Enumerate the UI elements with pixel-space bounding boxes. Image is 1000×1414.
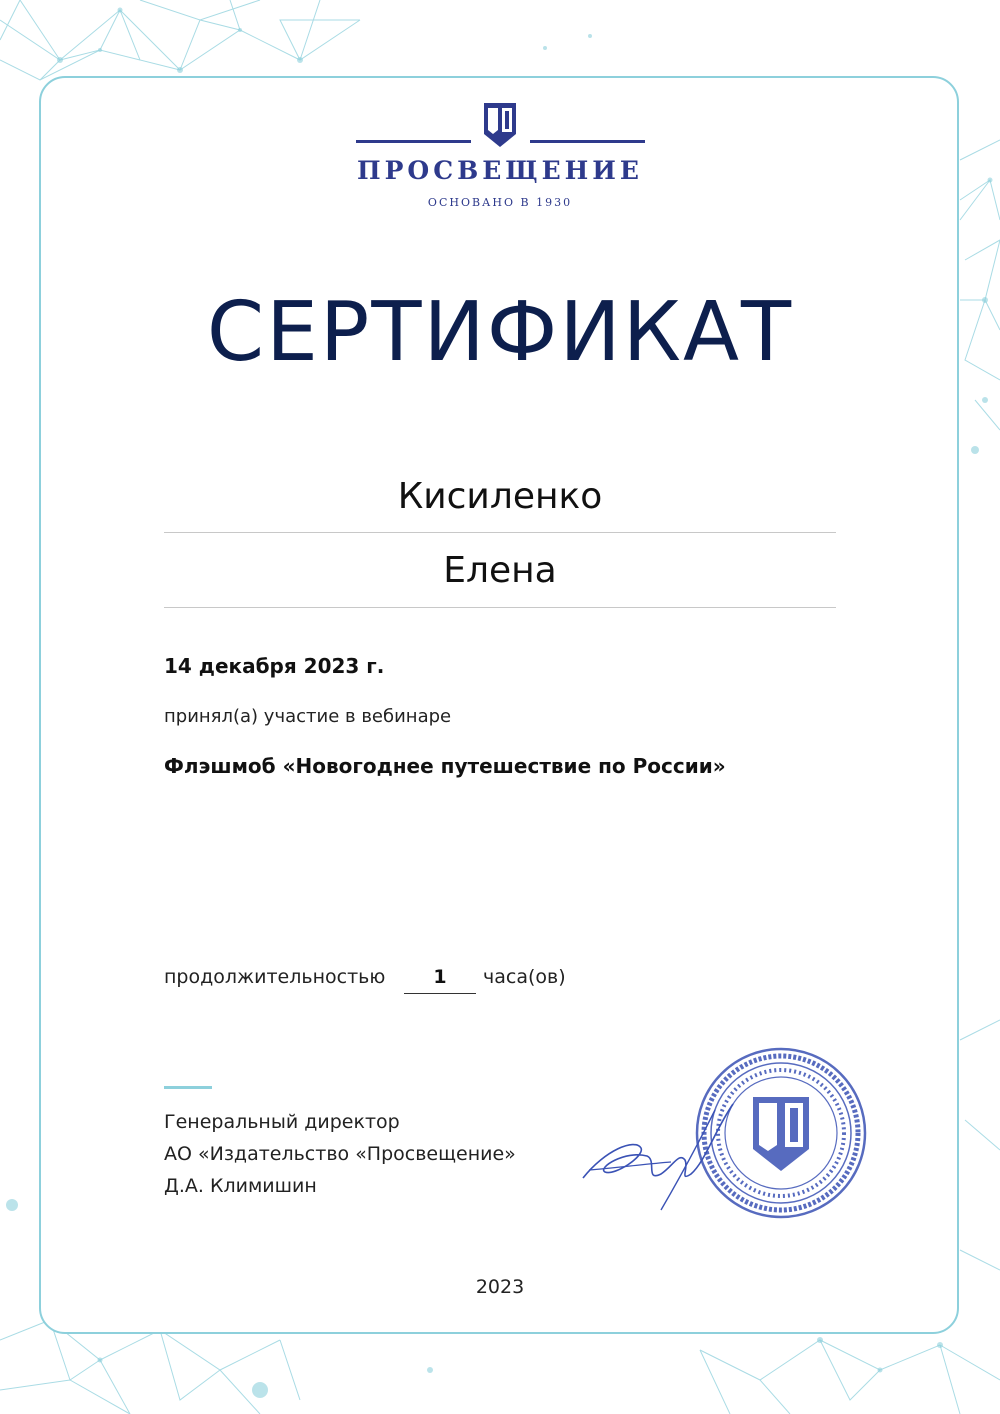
- duration-label: продолжительностью: [164, 966, 386, 988]
- participation-text: принял(а) участие в вебинаре: [164, 706, 452, 727]
- recipient-given-name: Елена: [443, 550, 557, 591]
- signatory-name: Д.А. Климишин: [164, 1175, 317, 1197]
- event-date: 14 декабря 2023 г.: [164, 654, 385, 678]
- event-title: Флэшмоб «Новогоднее путешествие по России»: [164, 754, 726, 778]
- publisher-founded: ОСНОВАНО В 1930: [427, 196, 573, 209]
- certificate-title: СЕРТИФИКАТ: [206, 285, 794, 380]
- duration-unit: часа(ов): [483, 966, 566, 988]
- name-divider: [164, 532, 836, 533]
- logo-rule-right: [530, 140, 645, 143]
- certificate-year: 2023: [475, 1276, 525, 1298]
- signatory-position: Генеральный директор: [164, 1111, 400, 1133]
- signatory-block: [164, 1106, 516, 1202]
- logo-rule-left: [356, 140, 471, 143]
- official-stamp: [693, 1045, 869, 1221]
- name-divider: [164, 607, 836, 608]
- accent-bar: [164, 1086, 212, 1089]
- signatory-organization: АО «Издательство «Просвещение»: [164, 1143, 516, 1165]
- recipient-surname: Кисиленко: [397, 476, 603, 517]
- shield-logo-icon: [483, 102, 517, 148]
- publisher-name: ПРОСВЕЩЕНИЕ: [357, 156, 643, 185]
- duration-value: 1: [404, 966, 476, 994]
- publisher-logo: [350, 100, 650, 215]
